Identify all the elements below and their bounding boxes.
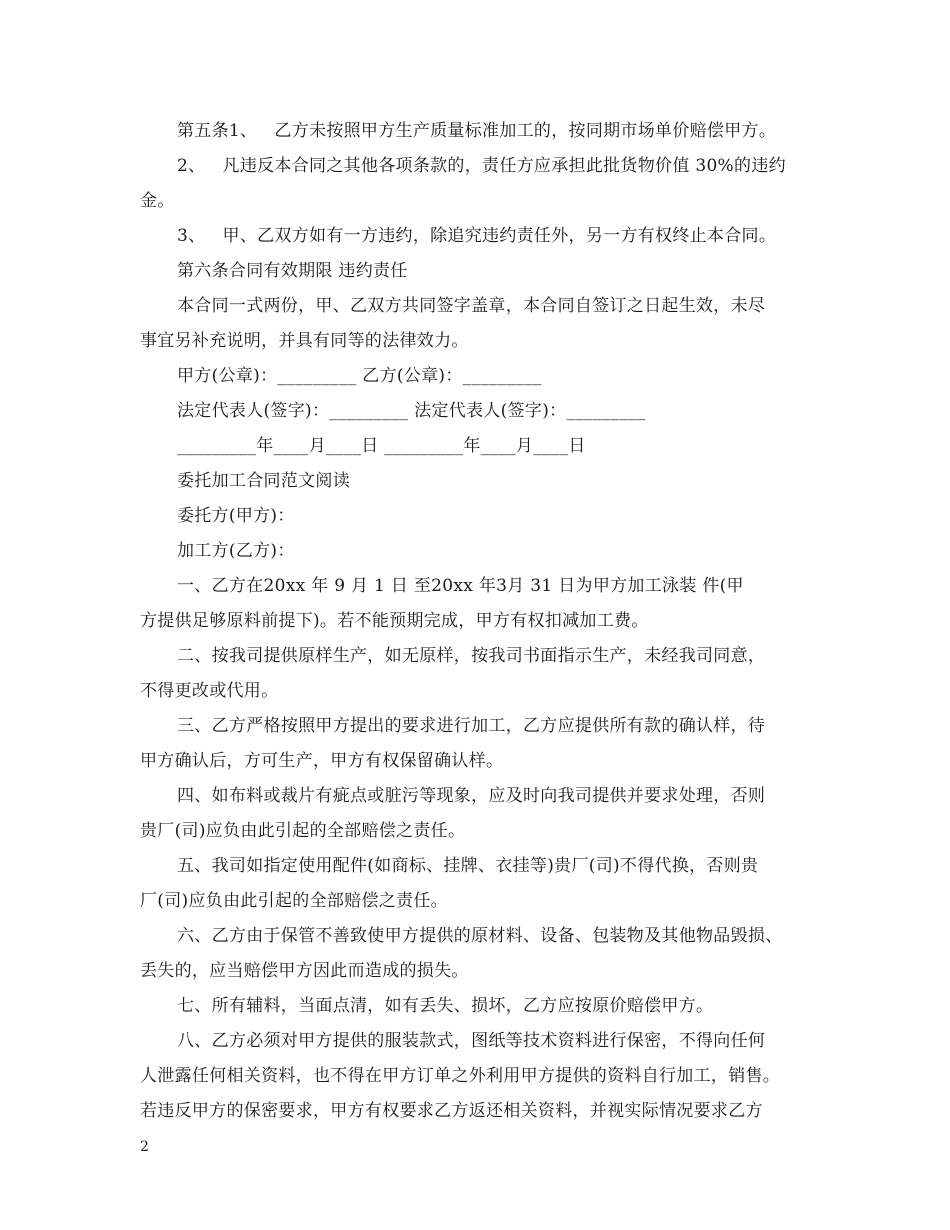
text-line: 贵厂(司)应负由此引起的全部赔偿之责任。 [140,821,466,841]
document-title: 委托加工合同范文阅读 [177,471,350,491]
text-line: 2、 凡违反本合同之其他各项条款的，责任方应承担此批货物价值 30%的违约 [177,156,786,176]
text-line: 金。 [140,191,175,211]
text-line: 六、乙方由于保管不善致使甲方提供的原材料、设备、包装物及其他物品毁损、 [177,926,783,946]
text-line: 3、 甲、乙双方如有一方违约，除追究违约责任外，另一方有权终止本合同。 [177,226,777,246]
text-line: 三、乙方严格按照甲方提出的要求进行加工，乙方应提供所有款的确认样，待 [177,716,766,736]
text-line: 五、我司如指定使用配件(如商标、挂牌、衣挂等)贵厂(司)不得代换，否则贵 [177,856,759,876]
text-line: 本合同一式两份，甲、乙双方共同签字盖章，本合同自签订之日起生效，未尽 [177,296,766,316]
page-number: 2 [140,1139,149,1155]
text-line: 七、所有辅料，当面点清，如有丢失、损坏，乙方应按原价赔偿甲方。 [177,996,714,1016]
date-line: _________年____月____日 _________年____月____日 [177,436,586,456]
party-label: 委托方(甲方)： [177,506,295,526]
text-line: 方提供足够原料前提下)。若不能预期完成，甲方有权扣减加工费。 [140,611,649,631]
section-heading: 第六条合同有效期限 违约责任 [177,261,408,281]
text-line: 若违反甲方的保密要求，甲方有权要求乙方返还相关资料，并视实际情况要求乙方 [140,1101,763,1121]
text-line: 事宜另补充说明，并具有同等的法律效力。 [140,331,469,351]
signature-line: 法定代表人(签字)：_________ 法定代表人(签字)：_________ [177,401,646,421]
text-line: 八、乙方必须对甲方提供的服装款式，图纸等技术资料进行保密，不得向任何 [177,1031,766,1051]
text-line: 一、乙方在20xx 年 9 月 1 日 至20xx 年3月 31 日为甲方加工泳装 件(甲 [177,576,744,596]
text-line: 第五条1、 乙方未按照甲方生产质量标准加工的，按同期市场单价赔偿甲方。 [177,121,777,141]
signature-line: 甲方(公章)：_________ 乙方(公章)：_________ [177,366,542,386]
text-line: 厂(司)应负由此引起的全部赔偿之责任。 [140,891,448,911]
text-line: 人泄露任何相关资料，也不得在甲方订单之外利用甲方提供的资料自行加工，销售。 [140,1066,781,1086]
text-line: 二、按我司提供原样生产，如无原样，按我司书面指示生产，未经我司同意， [177,646,766,666]
text-line: 丢失的，应当赔偿甲方因此而造成的损失。 [140,961,469,981]
text-line: 不得更改或代用。 [140,681,279,701]
text-line: 四、如布料或裁片有疵点或脏污等现象，应及时向我司提供并要求处理，否则 [177,786,766,806]
party-label: 加工方(乙方)： [177,541,295,561]
text-line: 甲方确认后，方可生产，甲方有权保留确认样。 [140,751,504,771]
